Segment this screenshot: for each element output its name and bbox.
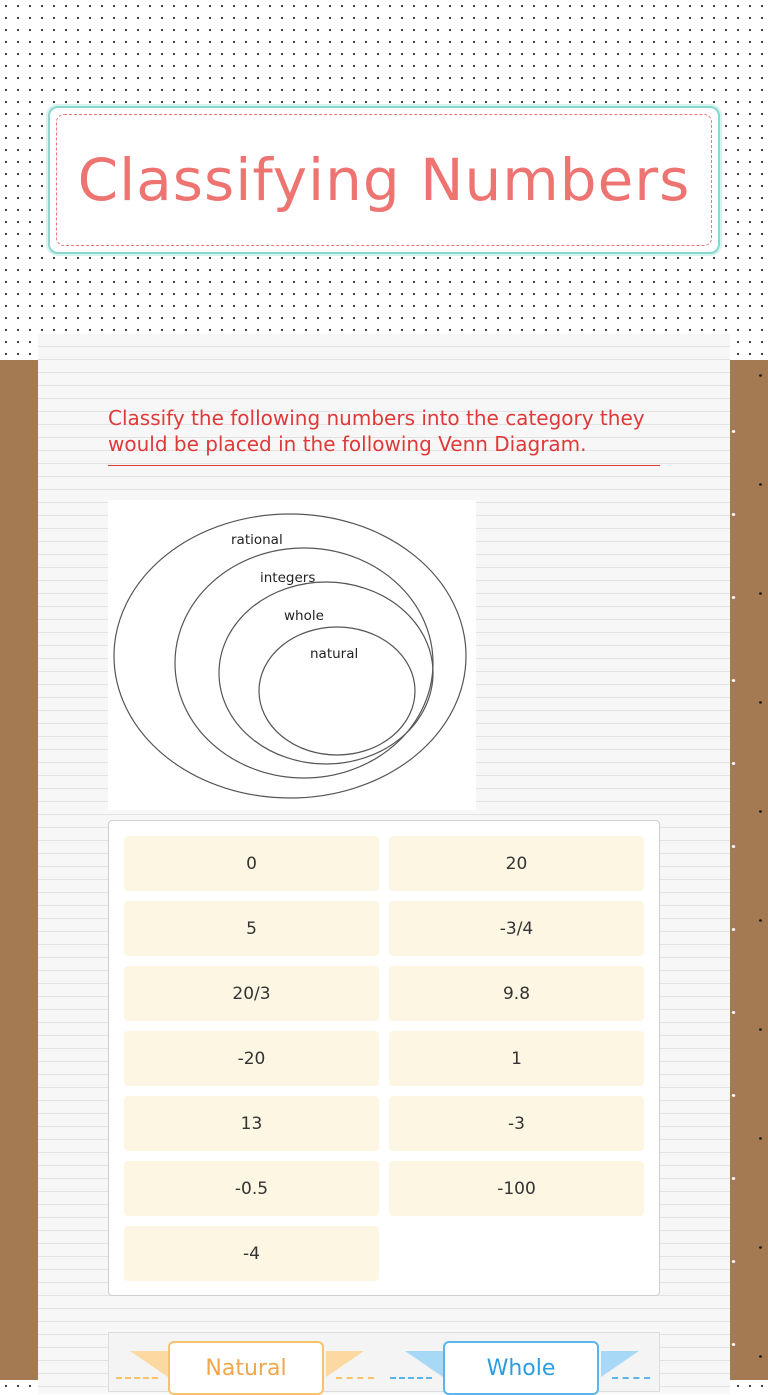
draggable-number-item[interactable]: 5 (124, 901, 379, 956)
venn-diagram (108, 500, 476, 810)
natural-ribbon-left (130, 1351, 168, 1377)
whole-dash-left (390, 1377, 432, 1379)
title-card (48, 106, 720, 254)
draggable-number-item[interactable]: 0 (124, 836, 379, 891)
page-title: Classifying Numbers (77, 146, 691, 214)
draggable-number-item[interactable]: 20 (389, 836, 644, 891)
draggable-number-item[interactable]: -20 (124, 1031, 379, 1086)
venn-label-integers: integers (260, 570, 316, 586)
instructions-text: Classify the following numbers into the category they would be placed in the following Venn Diagram. (108, 405, 660, 466)
number-items-container (108, 820, 660, 1296)
draggable-number-item[interactable]: 13 (124, 1096, 379, 1151)
whole-ribbon-left (405, 1351, 443, 1377)
natural-dash-right (336, 1377, 374, 1379)
draggable-number-item[interactable]: -100 (389, 1161, 644, 1216)
venn-ellipse-whole (219, 582, 433, 764)
venn-label-whole: whole (284, 608, 324, 624)
category-whole[interactable]: Whole (443, 1341, 599, 1395)
whole-ribbon-right (601, 1351, 639, 1377)
draggable-number-item[interactable]: 20/3 (124, 966, 379, 1021)
natural-dash-left (116, 1377, 158, 1379)
venn-label-natural: natural (310, 646, 359, 662)
venn-diagram-svg (108, 500, 476, 810)
whole-dash-right (612, 1377, 650, 1379)
venn-ellipse-rational (114, 514, 466, 798)
title-card-inner (56, 114, 712, 246)
category-natural[interactable]: Natural (168, 1341, 324, 1395)
draggable-number-item[interactable]: -4 (124, 1226, 379, 1281)
draggable-number-item[interactable]: -0.5 (124, 1161, 379, 1216)
venn-label-rational: rational (231, 532, 283, 548)
draggable-number-item[interactable]: -3 (389, 1096, 644, 1151)
natural-ribbon-right (326, 1351, 364, 1377)
draggable-number-item[interactable]: 9.8 (389, 966, 644, 1021)
draggable-number-item[interactable]: -3/4 (389, 901, 644, 956)
draggable-number-item[interactable]: 1 (389, 1031, 644, 1086)
